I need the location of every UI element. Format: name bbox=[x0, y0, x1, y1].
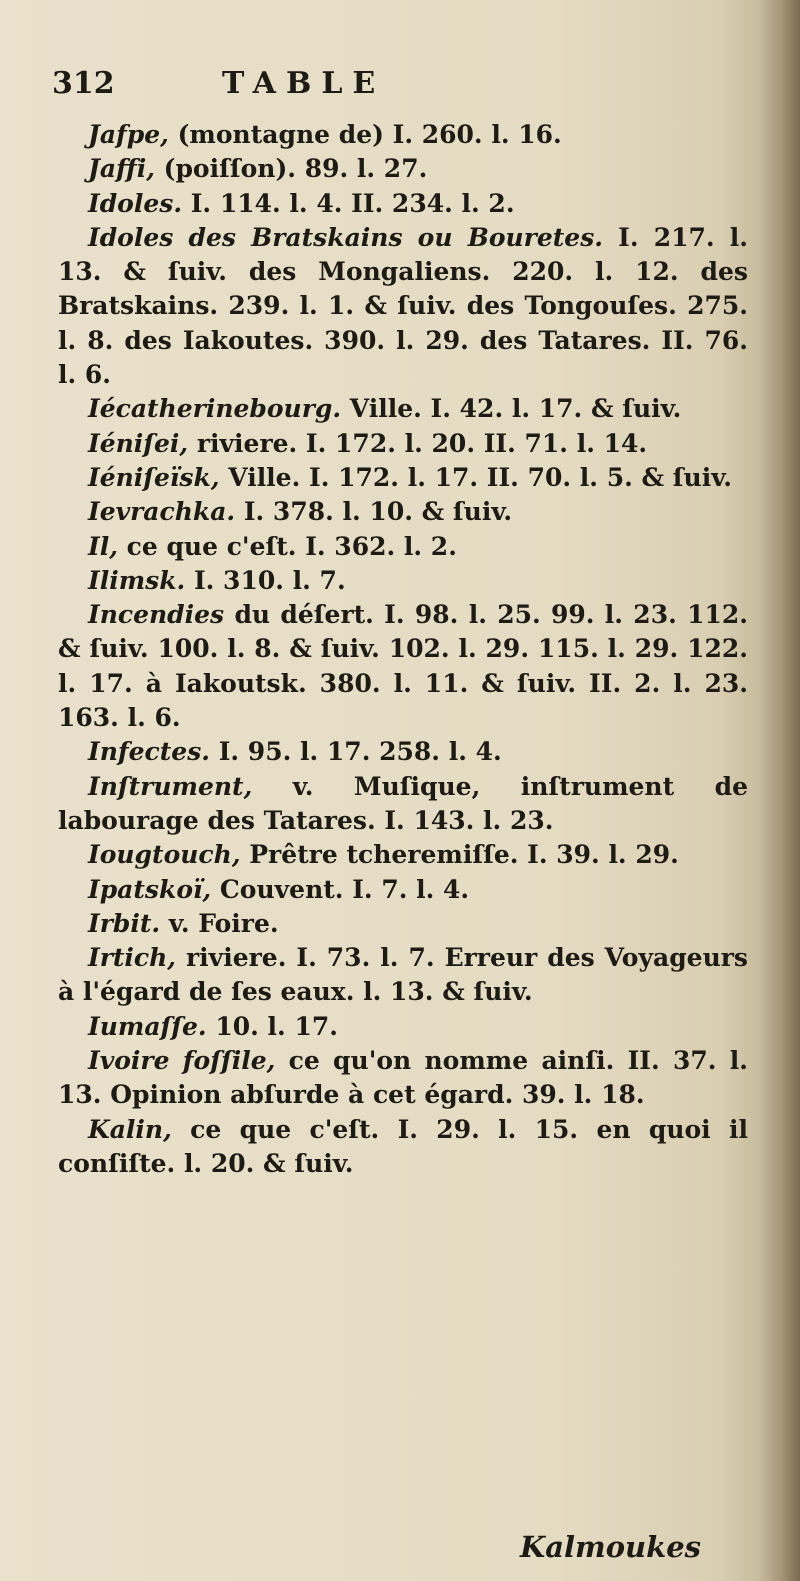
index-entry bbox=[58, 838, 748, 872]
index-entry bbox=[58, 598, 748, 735]
entry-headword: Jafpe, bbox=[88, 120, 169, 149]
running-header bbox=[52, 66, 572, 106]
index-entry bbox=[58, 530, 748, 564]
index-entry bbox=[58, 907, 748, 941]
entry-references: Prêtre tcheremiſſe. I. 39. l. 29. bbox=[240, 840, 679, 870]
entry-headword: Iéniſei, bbox=[88, 428, 189, 458]
entry-headword: Jaffi, bbox=[88, 154, 155, 184]
index-entry bbox=[58, 392, 748, 426]
entry-headword: Il, bbox=[88, 531, 118, 561]
entry-headword: Inſtrument, bbox=[88, 771, 253, 801]
entry-headword: Idoles. bbox=[88, 188, 183, 218]
entry-headword: Incendies bbox=[88, 600, 225, 630]
entry-references: v. Muſique, inſtrument de labourage des Tatares. I. 143. l. 23. bbox=[58, 771, 748, 835]
entry-references: riviere. I. 172. l. 20. II. 71. l. 14. bbox=[188, 428, 648, 458]
entry-headword: Ilimsk. bbox=[88, 565, 186, 595]
entry-headword: Kalin, bbox=[88, 1114, 172, 1144]
entry-headword: Irbit. bbox=[88, 908, 161, 938]
index-entry bbox=[58, 873, 748, 907]
entry-headword: Ipatskoï, bbox=[88, 874, 212, 904]
entry-references: v. Foire. bbox=[160, 908, 279, 938]
index-text bbox=[58, 118, 748, 1181]
entry-references: Couvent. I. 7. l. 4. bbox=[211, 874, 470, 904]
entry-headword: Irtich, bbox=[88, 943, 177, 973]
catchword: Kalmoukes bbox=[520, 1530, 701, 1564]
page-number: 312 bbox=[52, 66, 115, 101]
index-entry bbox=[58, 187, 748, 221]
entry-headword: Iumaſſe. bbox=[88, 1011, 207, 1041]
entry-references: (poiſſon). 89. l. 27. bbox=[154, 154, 428, 184]
index-entry bbox=[58, 770, 748, 839]
entry-headword: Iéniſeïsk, bbox=[88, 462, 220, 492]
entry-headword: Iougtouch, bbox=[88, 840, 241, 870]
index-entry bbox=[58, 564, 748, 598]
entry-references: I. 378. l. 10. & ſuiv. bbox=[235, 497, 513, 527]
entry-references: ce qu'on nomme ainſi. II. 37. l. 13. Opinion abſurde à cet égard. 39. l. 18. bbox=[58, 1046, 748, 1110]
running-title: TABLE bbox=[222, 66, 386, 101]
index-entry bbox=[58, 427, 748, 461]
entry-references: I. 310. l. 7. bbox=[185, 565, 346, 595]
entry-headword: Idoles des Bratskains ou Bouretes. bbox=[88, 222, 603, 252]
index-entry bbox=[58, 152, 748, 186]
index-entry bbox=[58, 1044, 748, 1113]
entry-references: du déſert. I. 98. l. 25. 99. l. 23. 112. & ſuiv. 100. l. 8. & ſuiv. 102. l. 29. 115. l. 29. 122. l. 17. à Iakoutsk. 380. l. 11. & ſuiv. II. 2. l. 23. 163. l. 6. bbox=[58, 600, 748, 733]
index-entry bbox=[58, 495, 748, 529]
index-entry bbox=[58, 221, 748, 392]
entry-references: ce que c'eſt. I. 29. l. 15. en quoi il conſiſte. l. 20. & ſuiv. bbox=[58, 1114, 748, 1178]
entry-references: 10. l. 17. bbox=[206, 1011, 338, 1041]
entry-headword: Ivoire foſſile, bbox=[88, 1046, 276, 1076]
entry-references: riviere. I. 73. l. 7. Erreur des Voyageurs à l'égard de ſes eaux. l. 13. & ſuiv. bbox=[58, 943, 748, 1007]
entry-references: ce que c'eſt. I. 362. l. 2. bbox=[117, 531, 457, 561]
page-edge-shadow bbox=[758, 0, 800, 1581]
entry-references: I. 95. l. 17. 258. l. 4. bbox=[210, 737, 502, 767]
entry-references: I. 114. l. 4. II. 234. l. 2. bbox=[182, 188, 515, 218]
index-entry bbox=[58, 1113, 748, 1182]
entry-references: Ville. I. 172. l. 17. II. 70. l. 5. & ſuiv. bbox=[219, 462, 732, 492]
index-entry bbox=[58, 735, 748, 769]
index-entry bbox=[58, 1010, 748, 1044]
entry-references: (montagne de) I. 260. l. 16. bbox=[168, 120, 562, 149]
index-entry bbox=[58, 941, 748, 1010]
entry-headword: Iécatherinebourg. bbox=[88, 394, 342, 424]
index-entry bbox=[58, 118, 748, 152]
entry-headword: Infectes. bbox=[88, 737, 210, 767]
entry-references: I. 217. l. 13. & ſuiv. des Mongaliens. 220. l. 12. des Bratskains. 239. l. 1. & ſuiv. des Tongouſes. 275. l. 8. des Iakoutes. 390. l. 29. des Tatares. II. 76. l. 6. bbox=[58, 222, 748, 390]
entry-headword: Ievrachka. bbox=[88, 497, 236, 527]
index-entry bbox=[58, 461, 748, 495]
entry-references: Ville. I. 42. l. 17. & ſuiv. bbox=[341, 394, 682, 424]
